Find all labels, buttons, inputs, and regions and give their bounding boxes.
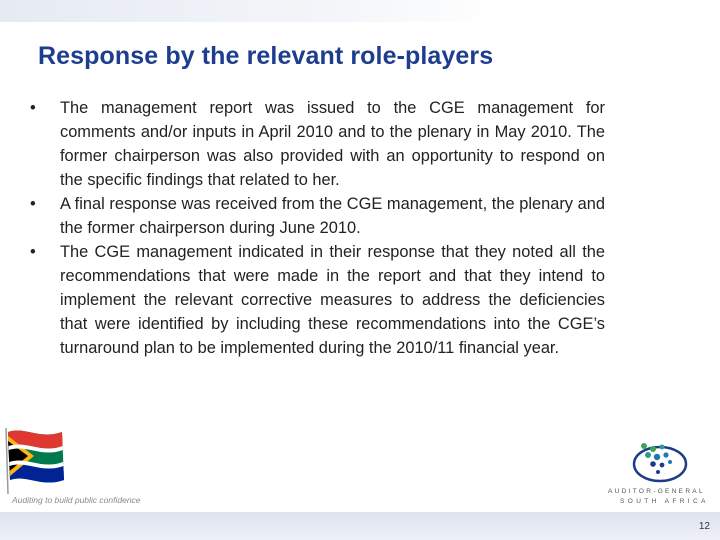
brand-name-line2: SOUTH AFRICA — [620, 498, 709, 505]
bullet-item — [30, 192, 605, 240]
bullet-item — [30, 96, 605, 192]
bullet-text: A final response was received from the CGE management, the plenary and the former chairperson during June 2010. — [60, 195, 605, 237]
brand-name-line1: AUDITOR-GENERAL — [608, 488, 705, 495]
page-number: 12 — [698, 521, 710, 532]
south-africa-flag-icon — [0, 424, 72, 496]
bullet-text: The CGE management indicated in their response that they noted all the recommendations that were made in the report and that they intend to implement the relevant corrective measures to address the deficiencies that were identified by including these recommendations into the CGE’s turnaround plan to be implemented during the 2010/11 financial year. — [60, 243, 605, 357]
auditor-general-emblem-icon — [626, 440, 690, 486]
bullet-marker: • — [30, 243, 36, 261]
bottom-band — [0, 512, 720, 540]
slide-title: Response by the relevant role-players — [38, 42, 494, 70]
bullet-marker: • — [30, 195, 36, 213]
footer-tagline: Auditing to build public confidence — [12, 495, 141, 505]
bullet-item — [30, 240, 605, 360]
bullet-list — [30, 96, 605, 360]
top-band — [0, 0, 720, 22]
bullet-text: The management report was issued to the CGE management for comments and/or inputs in April 2010 and to the plenary in May 2010. The former chairperson was also provided with an opportunity to respond on the specific findings that related to her. — [60, 99, 605, 189]
bullet-marker: • — [30, 99, 36, 117]
